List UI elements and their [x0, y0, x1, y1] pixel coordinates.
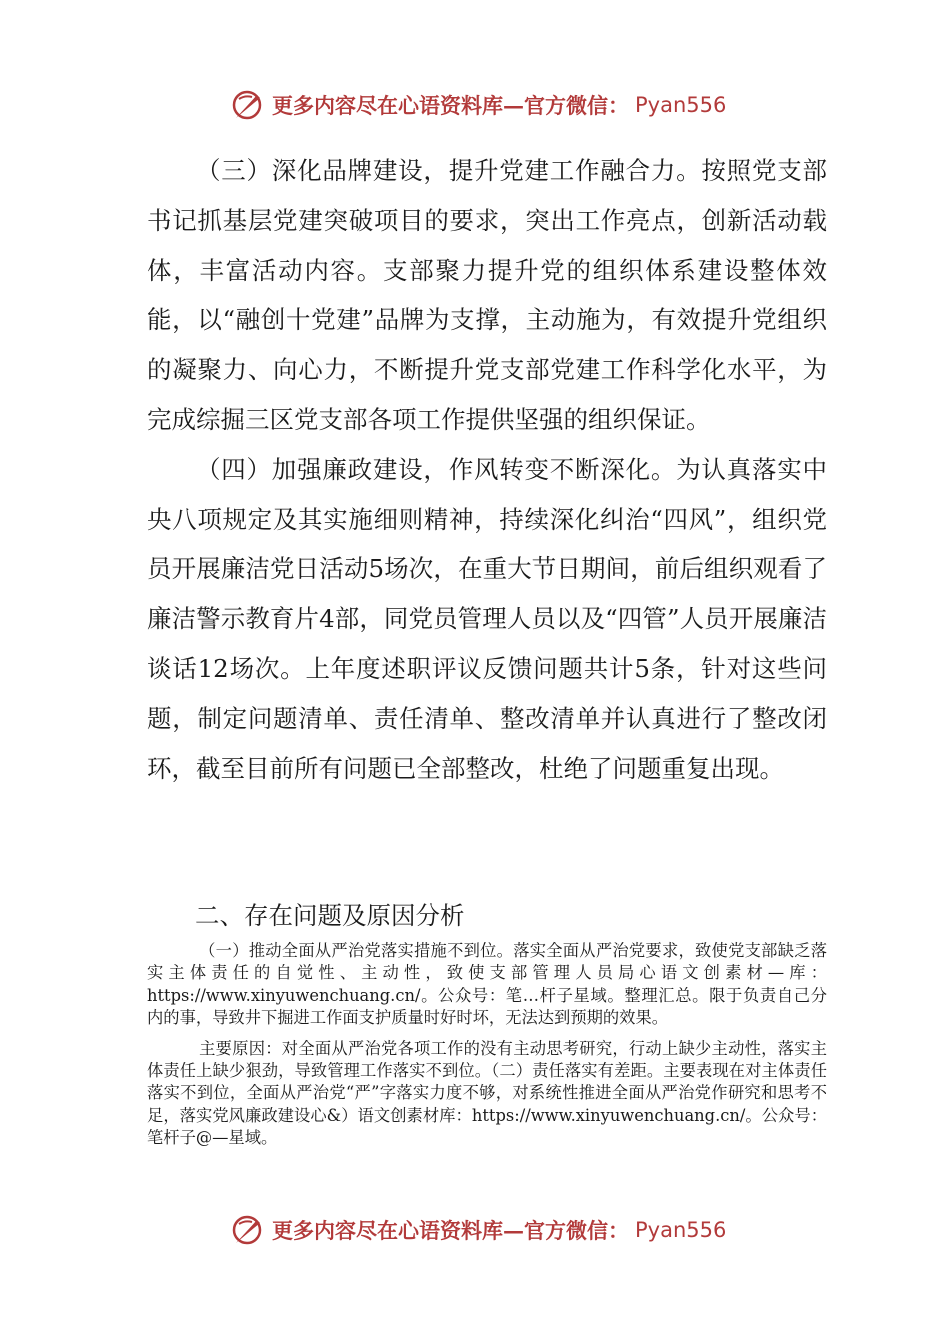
- document-small-body: [147, 940, 827, 1158]
- paragraph-problem-one: （一）推动全面从严治党落实措施不到位。落实全面从严治党要求，致使党支部缺乏落实主体责任的自觉性、主动性，致使支部管理人员局心语文创素材—库：https://www.xinyuwenchuang.cn/。公众号：笔…杆子星域。整理汇总。限于负责自己分内的事，导致井下掘进工作面支护质量时好时坏，无法达到预期的效果。: [147, 941, 827, 1028]
- header-banner: [230, 85, 726, 125]
- paragraph-integrity-building: （四）加强廉政建设，作风转变不断深化。为认真落实中央八项规定及其实施细则精神，持续深化纠治“四风”，组织党员开展廉洁党日活动5场次，在重大节日期间，前后组织观看了廉洁警示教育片4部，同党员管理人员以及“四管”人员开展廉洁谈话12场次。上年度述职评议反馈问题共计5条，针对这些问题，制定问题清单、责任清单、整改清单并认真进行了整改闭环，截至目前所有问题已全部整改，杜绝了问题重复出现。: [147, 454, 827, 783]
- paragraph-brand-building: （三）深化品牌建设，提升党建工作融合力。按照党支部书记抓基层党建突破项目的要求，突出工作亮点，创新活动载体，丰富活动内容。支部聚力提升党的组织体系建设整体效能，以“融创十党建”品牌为支撑，主动施为，有效提升党组织的凝聚力、向心力，不断提升党支部党建工作科学化水平，为完成综掘三区党支部各项工作提供坚强的组织保证。: [147, 156, 827, 434]
- banner-text: 更多内容尽在心语资料库—官方微信：: [272, 93, 629, 118]
- footer-banner: [230, 1210, 726, 1250]
- banner-wechat-id: Pyan556: [635, 1218, 727, 1242]
- quill-logo-icon: [230, 1212, 266, 1248]
- document-body: [147, 146, 827, 793]
- banner-text: 更多内容尽在心语资料库—官方微信：: [272, 1218, 629, 1243]
- paragraph-main-reasons: 主要原因：对全面从严治党各项工作的没有主动思考研究，行动上缺少主动性，落实主体责任上缺少狠劲，导致管理工作落实不到位。（二）责任落实有差距。主要表现在对主体责任落实不到位，全面从严治党“严”字落实力度不够，对系统性推进全面从严治党作研究和思考不足，落实党风廉政建设心&）语文创素材库：https://www.xinyuwenchuang.cn/。公众号：笔杆子@—星域。: [147, 1038, 827, 1148]
- quill-logo-icon: [230, 87, 266, 123]
- banner-wechat-id: Pyan556: [635, 93, 727, 117]
- section-heading: 二、存在问题及原因分析: [195, 901, 465, 930]
